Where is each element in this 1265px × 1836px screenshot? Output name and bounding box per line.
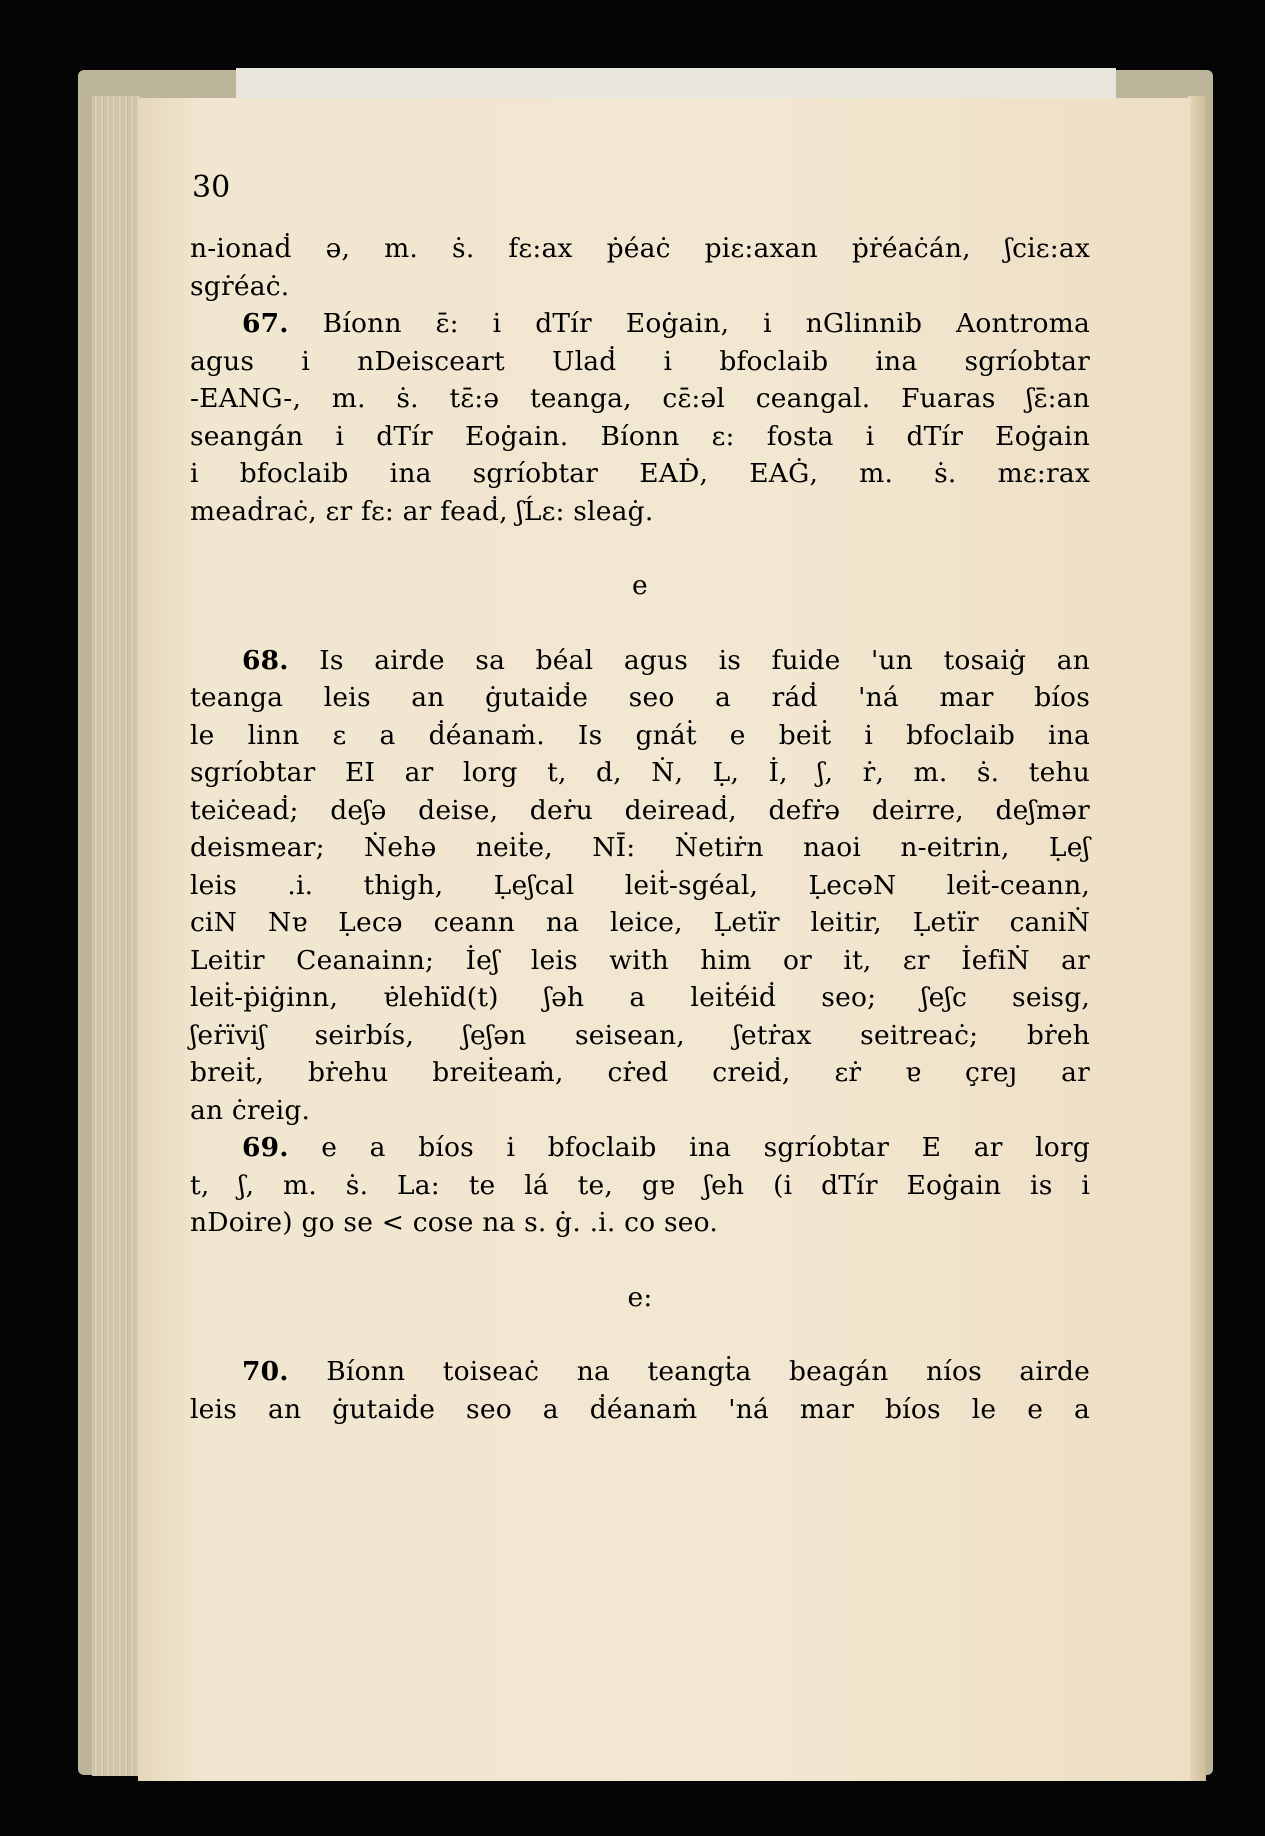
line-text: meaḋraċ, ɛr fɛ: ar feaḋ, ʃĹɛ: sleaġ. [190,495,654,527]
text-line [190,754,1090,792]
line-text: teiċeaḋ; deʃə deise, deṙu deireaḋ, defṙə deirre, deʃmər [190,794,1090,826]
line-text: teanga leis an ġutaiḋe seo a ráḋ 'ná mar bíos [190,682,1090,713]
paragraph-gap [190,1316,1090,1353]
text-line [190,1054,1090,1092]
text-line [190,904,1090,942]
text-line [190,1391,1090,1429]
text-line [190,792,1090,830]
line-text: le linn ɛ a ḋéanaṁ. Is gnáṫ e beiṫ i bfoclaib ina [190,719,1090,751]
text-line [190,567,1090,605]
paragraph-number: 70. [242,1356,289,1387]
text-line [190,455,1090,493]
line-text: an ċreig. [190,1094,311,1126]
page-stack-edge [92,96,140,1776]
line-text: Bíonn ɛ̄: i dTír Eoġain, i nGlinnib Aontroma [322,308,1091,339]
text-line [190,1279,1090,1317]
paragraph-number: 67. [242,308,289,339]
text-line [190,679,1090,717]
line-text: ʃeṙïviʃ seirbís, ʃeʃən seisean, ʃetṙax seitreaċ; bṙeh [190,1019,1090,1051]
line-text: agus i nDeisceart Ulaḋ i bfoclaib ina sgríobtar [190,345,1090,377]
text-line [190,1129,1090,1167]
text-line [190,343,1090,381]
line-text: sgríobtar EI ar lorg t, d, Ṅ, Ḷ, İ, ʃ, ṙ, m. ṡ. tehu [190,757,1090,788]
line-text: leiṫ-ṗiġinn, ɐ̇lehïd(t) ʃəh a leiṫéiḋ seo; ʃeʃc seisg, [190,982,1090,1013]
text-line [190,867,1090,905]
text-line [190,1017,1090,1055]
text-line [190,380,1090,418]
text-line [190,717,1090,755]
line-text: nDoire) go se < cose na s. ġ. .i. co seo. [190,1207,718,1238]
text-line [190,829,1090,867]
line-text: leis .i. thigh, Ḷeʃcal leiṫ-sgéal, ḶecəN leiṫ-ceann, [190,869,1090,901]
line-text: Is airde sa béal agus is fuide 'un tosaiġ an [319,644,1090,676]
line-text: Bíonn toiseaċ na teangṫa beagán níos airde [326,1356,1090,1387]
paper-strip [236,68,1116,100]
line-text: ciN Nɐ Ḷecə ceann na leice, Ḷetïr leitir, Ḷetïr caniṄ [190,907,1090,938]
text-line [190,1204,1090,1242]
text-line [190,1092,1090,1130]
text-line [190,268,1090,306]
paragraph-gap [190,530,1090,567]
text-line [190,942,1090,980]
line-text: n-ionaḋ ə, m. ṡ. fɛ:ax ṗéaċ pi̇ɛ:axan ṗṙéaċán, ʃci̇ɛ:ax [190,233,1090,264]
text-line [190,642,1090,680]
page-right-edge [1188,96,1206,1781]
text-line [190,979,1090,1017]
line-text: breiṫ, bṙehu breiṫeaṁ, cṙed creiḋ, ɛṙ ɐ çreȷ ar [190,1057,1090,1088]
line-text: Leitir Ceanainn; İeʃ leis with him or it, ɛr İefiṄ ar [190,944,1090,976]
text-line [190,230,1090,268]
line-text: e a bíos i bfoclaib ina sgríobtar E ar lorg [321,1132,1090,1163]
paragraph-gap [190,605,1090,642]
text-line [190,305,1090,343]
line-text: seangán i dTír Eoġain. Bíonn ɛ: fosta i dTír Eoġain [190,420,1090,452]
line-text: -EANG-, m. ṡ. tɛ̄:ə teanga, cɛ̄:əl ceangal. Fuaras ʃɛ̄:an [190,383,1090,414]
page-number: 30 [192,170,231,205]
text-line [190,418,1090,456]
line-text: leis an ġutaiḋe seo a ḋéanaṁ 'ná mar bíos le e a [190,1393,1090,1425]
line-text: i bfoclaib ina sgríobtar EAḊ, EAĠ, m. ṡ. mɛ:rax [190,458,1090,489]
text-line [190,493,1090,531]
line-text: t, ʃ, m. ṡ. La: te lá te, gɐ ʃeh (i dTír Eoġain is i [190,1169,1090,1201]
line-text: deismear; Ṅehə neiṫe, NĪ: Ṅetiṙn naoi n-eitrin, Ḷeʃ [190,832,1090,863]
line-text: sgṙéaċ. [190,270,290,302]
line-text: e: [627,1281,653,1313]
paragraph-number: 68. [242,644,289,676]
paragraph-gap [190,1242,1090,1279]
body-text [190,230,1090,1428]
text-line [190,1167,1090,1205]
paragraph-number: 69. [242,1132,289,1163]
text-line [190,1353,1090,1391]
line-text: e [632,570,648,601]
